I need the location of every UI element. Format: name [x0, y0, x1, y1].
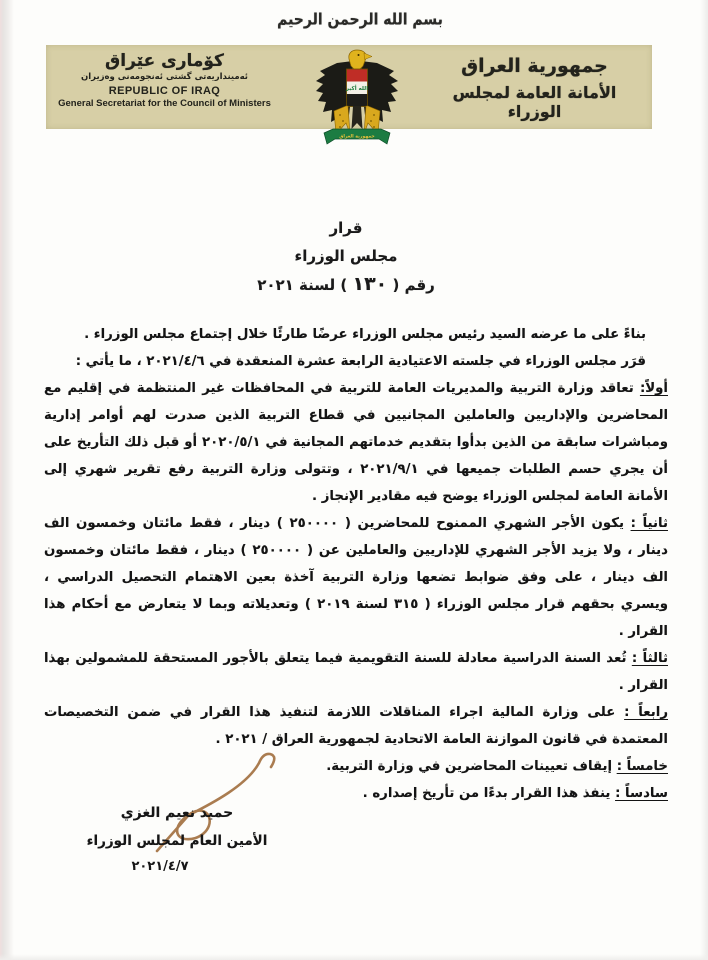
arabic-header-line1: جمهورية العراق: [461, 55, 608, 77]
iraq-coat-of-arms-emblem: [307, 48, 407, 148]
scan-edge-bottom: [0, 954, 708, 960]
signature-date: ٢٠٢١/٤/٧: [131, 859, 189, 874]
clause-sixth-text: ينفذ هذا القرار بدءًا من تأريخ إصداره .: [362, 786, 611, 801]
letterhead-right-block: [427, 55, 642, 121]
clause-third-text: تُعد السنة الدراسية معادلة للسنة التقويمية فيما يتعلق بالأجور المستحقة للمشمولين بهذا القرار .: [44, 651, 668, 693]
flag-takbir-text: الله أكبر: [345, 86, 369, 92]
eagle-beak: [364, 53, 372, 60]
clause-first-text: تعاقد وزارة التربية والمديريات العامة للتربية في المحافظات غير المنتظمة في إقليم مع المحاضرين والإداريين والعاملين المجانيين في قطاع التربية الذين صدرت لهم أوامر إدارية ومباشرات سابقة من الذين بدأوا بتقديم خدماتهم المجانية في ٢٠٢٠/٥/١ أو قبل ذلك التأريخ على أن يجري حسم الطلبات جميعها في ٢٠٢١/٩/١ ، وتتولى وزارة التربية رفع تقرير شهري إلى الأمانة العامة لمجلس الوزراء يوضح فيه مقادير الإنجاز .: [44, 381, 668, 504]
scan-edge-right: [700, 0, 708, 960]
clause-third: [44, 645, 668, 699]
decree-number: ١٣٠: [352, 273, 388, 295]
eagle-talons: [352, 106, 363, 129]
scan-edge-left: [0, 0, 14, 960]
eagle-eye: [358, 54, 360, 56]
decree-issuer: مجلس الوزراء: [294, 247, 398, 265]
decree-number-prefix: رقم (: [387, 276, 435, 294]
clause-fifth-label: خامساً :: [616, 759, 668, 774]
clause-second-text: يكون الأجر الشهري الممنوح للمحاضرين ( ٢٥٠٠٠٠ ) دينار ، فقط مائتان وخمسون الف دينار ، ولا يزيد الأجر الشهري للإداريين والعاملين عن ( ٢٥٠٠٠٠ ) دينار ، فقط مائتان وخمسون الف دينار ، على وفق ضوابط تضعها وزارة التربية آخذة بعين الاهتمام التحصيل الدراسي ، ويسري بحقهم قرار مجلس الوزراء ( ٣١٥ لسنة ٢٠١٩ ) وتعديلاته وبما لا يتعارض مع أحكام هذا القرار .: [44, 516, 668, 639]
clause-first: [44, 375, 668, 510]
clause-second: [44, 510, 668, 645]
kurdish-title: كۆمارى عێراق: [105, 51, 224, 71]
clause-fifth-text: إيقاف تعيينات المحاضرين في وزارة التربية.: [326, 759, 613, 774]
clause-fourth-text: على وزارة المالية اجراء المناقلات اللازمة لتنفيذ هذا القرار في ضمن التخصيصات المعتمدة في قانون الموازنة العامة الاتحادية لجمهورية العراق / ٢٠٢١ .: [44, 705, 668, 747]
signatory-name: حميد نعيم الغزي: [120, 805, 234, 821]
kurdish-subtitle: ئەمينداريەتى گشتى ئەنجومەنى وەزيران: [81, 72, 248, 82]
decree-number-suffix: ) لسنة ٢٠٢١: [257, 276, 353, 294]
clause-third-label: ثالثاً :: [631, 651, 668, 666]
emblem-scroll-text: جمهورية العراق: [339, 134, 375, 140]
bismillah-calligraphy: بسم الله الرحمن الرحيم: [277, 10, 443, 30]
clause-sixth-label: سادساً :: [615, 786, 668, 801]
clause-fourth-label: رابعاً :: [624, 705, 668, 720]
clause-second-label: ثانياً :: [630, 516, 668, 531]
decree-title-block: [44, 214, 648, 299]
flag-shield: [345, 69, 368, 107]
clause-first-label: أولاً:: [639, 381, 668, 396]
decree-number-line: [44, 270, 648, 299]
preamble-line-2: قرَر مجلس الوزراء في جلسته الاعتيادية الرابعة عشرة المنعقدة في ٢٠٢١/٤/٦ ، ما يأتي :: [75, 354, 646, 369]
decree-title: قرار: [329, 219, 363, 237]
preamble-line-1: بناءً على ما عرضه السيد رئيس مجلس الوزراء عرضًا طارئًا خلال إجتماع مجلس الوزراء .: [84, 327, 646, 342]
decree-body: [44, 321, 668, 807]
english-title: REPUBLIC OF IRAQ: [108, 85, 221, 97]
english-subtitle: General Secretariat for the Council of Ministers: [58, 98, 271, 109]
signatory-title: الأمين العام لمجلس الوزراء: [86, 833, 268, 849]
arabic-header-line2: الأمانة العامة لمجلس الوزراء: [452, 83, 617, 121]
letterhead-left-block: [52, 51, 277, 109]
